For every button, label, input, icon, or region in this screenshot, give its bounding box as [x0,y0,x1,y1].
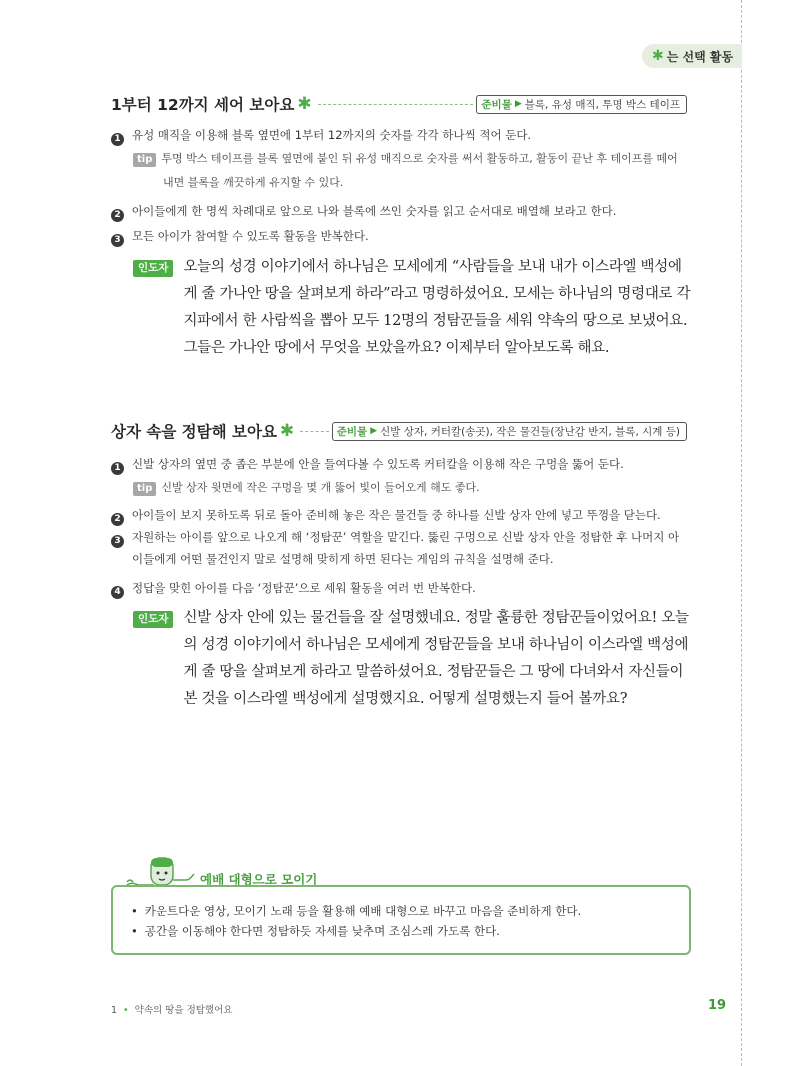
step-text: 정답을 맞힌 아이를 다음 ‘정탐꾼’으로 세워 활동을 여러 번 반복한다. [132,581,476,595]
star-icon: ✱ [652,48,664,64]
section2-step-1 [111,456,701,475]
step-text: 아이들이 보지 못하도록 뒤로 돌아 준비해 놓은 작은 물건들 중 하나를 신발 상자 안에 넣고 뚜껑을 닫는다. [132,508,661,522]
materials-list: 신발 상자, 커터칼(송곳), 작은 물건들(장난감 반지, 블록, 시계 등) [380,425,680,438]
section2-header [111,420,687,442]
tip-text-line2: 내면 블록을 깨끗하게 유지할 수 있다. [163,176,344,189]
list-item: • 공간을 이동해야 한다면 정탐하듯 자세를 낮추며 조심스레 가도록 한다. [131,921,581,941]
section1-materials-box [476,95,687,114]
step-text: 아이들에게 한 명씩 차례대로 앞으로 나와 블록에 쓰인 숫자를 읽고 순서대로 배열해 보라고 한다. [132,204,617,218]
section2-step-4 [111,580,701,599]
leader-text: 신발 상자 안에 있는 물건들을 잘 설명했네요. 정말 훌륭한 정탐꾼들이었어요! 오늘의 성경 이야기에서 하나님은 모세에게 정탐꾼들을 보내 하나님이 이스라엘 백성에게 줄 땅을 살펴보게 하라고 말씀하셨어요. 정탐꾼들은 그 땅에 다녀와서 자신들이 본 것을 이스라엘 백성에게 설명했지요. 어떻게 설명했는지 들어 볼까요? [183,610,689,707]
step-number-badge: 2 [111,513,124,526]
arrow-right-icon: ▶ [514,99,522,109]
section1-title: 1부터 12까지 세어 보아요 [111,96,295,114]
step-text-line2: 이들에게 어떤 물건인지 말로 설명해 맞히게 하면 된다는 게임의 규칙을 설명해 준다. [132,552,554,566]
section1-tip [133,147,703,195]
step-number-badge: 3 [111,535,124,548]
gather-list [131,901,581,941]
footer [111,1002,232,1016]
tip-badge: tip [133,153,156,167]
materials-list: 블록, 유성 매직, 투명 박스 테이프 [524,98,680,111]
leader-badge: 인도자 [133,260,173,277]
step-number-badge: 1 [111,133,124,146]
optional-activity-tag [642,44,742,68]
section1-step-1 [111,127,701,146]
page-edge-line [741,0,742,1066]
step-number-badge: 1 [111,462,124,475]
tip-text-line1: 투명 박스 테이프를 블록 옆면에 붙인 뒤 유성 매직으로 숫자를 써서 활동하고, 활동이 끝난 후 테이프를 떼어 [161,152,678,165]
section2-title: 상자 속을 정탐해 보아요 [111,423,277,441]
page-number: 19 [708,998,727,1013]
step-text: 유성 매직을 이용해 블록 옆면에 1부터 12까지의 숫자를 각각 하나씩 적어 둔다. [132,128,532,142]
leader-text: 오늘의 성경 이야기에서 하나님은 모세에게 “사람들을 보내 내가 이스라엘 백성에게 줄 가나안 땅을 살펴보게 하라”라고 명령하셨어요. 모세는 하나님의 명령대로 각 지파에서 한 사람씩을 뽑아 모두 12명의 정탐꾼들을 세워 약속의 땅으로 보냈어요. 그들은 가나안 땅에서 무엇을 보았을까요? 이제부터 알아보도록 해요. [183,259,691,356]
bullet-icon: • [123,1005,129,1016]
section2-step-2 [111,507,701,526]
star-icon: ✱ [279,421,295,441]
section2-materials-box [332,422,687,441]
step-text: 모든 아이가 참여할 수 있도록 활동을 반복한다. [132,229,369,243]
section2-step-3 [111,526,701,570]
section1-leader-script [133,254,693,362]
section2-leader-script [133,605,693,713]
gather-title: 예배 대형으로 모이기 [200,872,318,887]
step-number-badge: 2 [111,209,124,222]
step-text: 신발 상자의 옆면 중 좁은 부분에 안을 들여다볼 수 있도록 커터칼을 이용해 작은 구멍을 뚫어 둔다. [132,457,624,471]
arrow-right-icon: ▶ [370,426,378,436]
section2-tip [133,476,703,500]
section1-step-3 [111,228,701,247]
step-text-line1: 자원하는 아이를 앞으로 나오게 해 ‘정탐꾼’ 역할을 맡긴다. 뚫린 구멍으로 신발 상자 안을 정탐한 후 나머지 아 [132,530,680,544]
gather-box [111,885,691,955]
list-item: • 카운트다운 영상, 모이기 노래 등을 활용해 예배 대형으로 바꾸고 마음을 준비하게 한다. [131,901,581,921]
chapter-title: 약속의 땅을 정탐했어요 [134,1005,233,1016]
dotted-divider [300,431,329,432]
step-number-badge: 4 [111,586,124,599]
materials-label: 준비물 [481,98,512,111]
star-icon: ✱ [297,94,312,114]
step-number-badge: 3 [111,234,124,247]
optional-activity-label: 는 선택 활동 [666,49,734,64]
section1-step-2 [111,203,701,222]
section1-header [111,93,687,115]
materials-label: 준비물 [336,425,368,438]
chapter-number: 1 [111,1005,118,1016]
tip-text: 신발 상자 윗면에 작은 구멍을 몇 개 뚫어 빛이 들어오게 해도 좋다. [161,481,480,494]
tip-badge: tip [133,482,156,496]
dotted-divider [318,104,474,105]
leader-badge: 인도자 [133,611,173,628]
